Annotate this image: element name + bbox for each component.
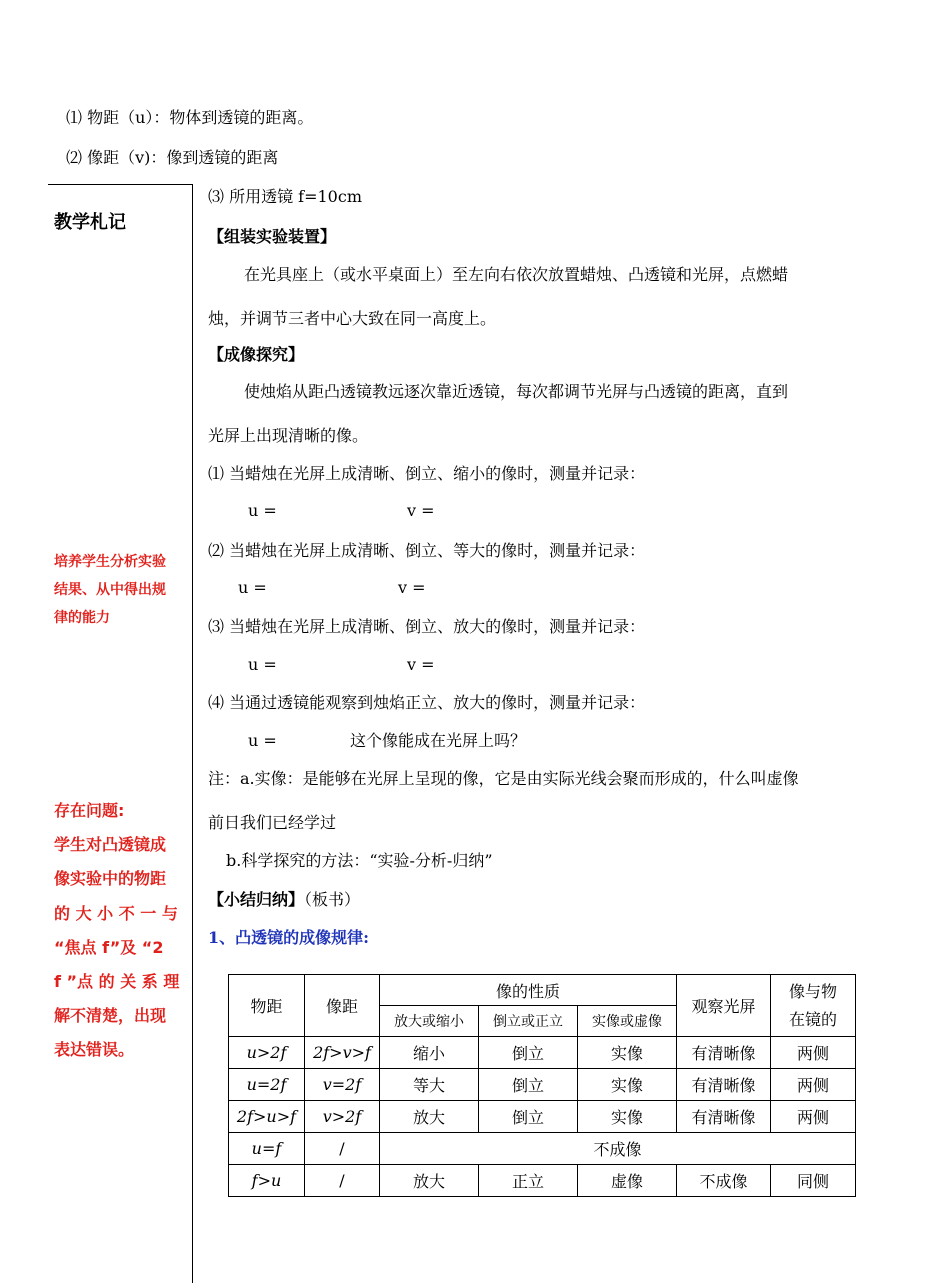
table-cell: 两侧 — [771, 1101, 856, 1133]
problem-note — [54, 794, 179, 1068]
table-cell: 两侧 — [771, 1037, 856, 1069]
summary-label: 【小结归纳】 — [208, 890, 305, 909]
table-cell: 正立 — [479, 1165, 578, 1197]
table-cell: 不成像 — [677, 1165, 771, 1197]
header-side-line: 在镜的 — [788, 1009, 837, 1029]
table-cell: u=f — [229, 1133, 305, 1165]
table-cell: 实像 — [578, 1037, 677, 1069]
heading-assemble: 【组装实验装置】 — [208, 227, 337, 246]
header-real-virtual: 实像或虚像 — [578, 1006, 677, 1037]
question-1: ⑴ 当蜡烛在光屏上成清晰、倒立、缩小的像时，测量并记录： — [208, 464, 646, 483]
header-screen: 观察光屏 — [677, 975, 771, 1037]
table-cell: v=2f — [305, 1069, 380, 1101]
table-cell: u=2f — [229, 1069, 305, 1101]
problem-note-line: “焦点 f”及 “2 — [54, 937, 164, 957]
definition-image-distance: ⑵ 像距（v)：像到透镜的距离 — [66, 148, 279, 167]
table-cell: 实像 — [578, 1101, 677, 1133]
problem-note-line: 的 大 小 不 一 与 — [54, 903, 178, 923]
question-3: ⑶ 当蜡烛在光屏上成清晰、倒立、放大的像时，测量并记录： — [208, 617, 646, 636]
problem-note-line: 表达错误。 — [54, 1040, 135, 1060]
v-record-2: v = — [398, 578, 426, 597]
u-record-4: u = — [248, 731, 277, 750]
problem-note-line: 像实验中的物距 — [54, 869, 167, 889]
question-4-ask: 这个像能成在光屏上吗？ — [350, 731, 527, 750]
header-image-nature-label: 像的性质 — [495, 981, 560, 1001]
lens-focal-length: ⑶ 所用透镜 f=10cm — [208, 187, 362, 206]
teaching-goal-line: 律的能力 — [54, 610, 110, 626]
explore-paragraph-line: 光屏上出现清晰的像。 — [208, 426, 369, 445]
v-record-1: v = — [407, 501, 435, 520]
table-cell: 等大 — [380, 1069, 479, 1101]
question-2: ⑵ 当蜡烛在光屏上成清晰、倒立、等大的像时，测量并记录： — [208, 541, 646, 560]
table-cell: / — [305, 1165, 380, 1197]
teaching-goal-note — [54, 548, 166, 632]
table-cell: u>2f — [229, 1037, 305, 1069]
table-row — [229, 1037, 856, 1069]
table-cell: 倒立 — [479, 1069, 578, 1101]
table-cell: 两侧 — [771, 1069, 856, 1101]
table-cell: 2f>u>f — [229, 1101, 305, 1133]
table-cell: 有清晰像 — [677, 1101, 771, 1133]
table-cell: 虚像 — [578, 1165, 677, 1197]
v-record-3: v = — [407, 655, 435, 674]
header-side — [771, 975, 856, 1037]
header-side-line: 像与物 — [788, 981, 837, 1001]
explore-paragraph-line: 使烛焰从距凸透镜教远逐次靠近透镜，每次都调节光屏与凸透镜的距离，直到 — [244, 382, 789, 401]
table-cell: 倒立 — [479, 1101, 578, 1133]
heading-explore: 【成像探究】 — [208, 345, 305, 364]
notes-title: 教学札记 — [54, 212, 126, 233]
u-record-1: u = — [248, 501, 277, 520]
table-row — [229, 1101, 856, 1133]
table-cell: 同侧 — [771, 1165, 856, 1197]
note-line: b.科学探究的方法：“实验-分析-归纳” — [226, 851, 493, 870]
problem-note-line: 解不清楚，出现 — [54, 1006, 167, 1026]
notes-column-divider — [192, 184, 193, 1283]
u-record-3: u = — [248, 655, 277, 674]
table-cell: v>2f — [305, 1101, 380, 1133]
table-row — [229, 1069, 856, 1101]
rule-title: 1、凸透镜的成像规律: — [208, 928, 370, 947]
table-cell: 放大 — [380, 1101, 479, 1133]
table-cell: 缩小 — [380, 1037, 479, 1069]
header-object-distance: 物距 — [229, 975, 305, 1037]
teaching-goal-line: 结果、从中得出规 — [54, 582, 166, 598]
teaching-goal-line: 培养学生分析实验 — [54, 554, 166, 570]
assemble-paragraph-line: 烛，并调节三者中心大致在同一高度上。 — [208, 309, 497, 328]
table-cell: 放大 — [380, 1165, 479, 1197]
note-line: 前日我们已经学过 — [208, 813, 337, 832]
problem-note-line: f ”点 的 关 系 理 — [54, 972, 180, 992]
table-cell: 有清晰像 — [677, 1069, 771, 1101]
table-row — [229, 1133, 856, 1165]
table-cell: f>u — [229, 1165, 305, 1197]
table-cell: 实像 — [578, 1069, 677, 1101]
table-cell: 2f>v>f — [305, 1037, 380, 1069]
table-row — [229, 1165, 856, 1197]
u-record-2: u = — [238, 578, 267, 597]
definition-object-distance: ⑴ 物距（u）：物体到透镜的距离。 — [66, 108, 314, 127]
assemble-paragraph-line: 在光具座上（或水平桌面上）至左向右依次放置蜡烛、凸透镜和光屏，点燃蜡 — [244, 265, 789, 284]
question-4: ⑷ 当通过透镜能观察到烛焰正立、放大的像时，测量并记录： — [208, 693, 646, 712]
imaging-rules-table — [228, 974, 856, 1197]
problem-note-line: 存在问题: — [54, 801, 125, 820]
header-orientation: 倒立或正立 — [479, 1006, 578, 1037]
header-image-distance: 像距 — [305, 975, 380, 1037]
notes-column-top-border — [48, 184, 192, 185]
summary-tag: （板书） — [304, 890, 361, 909]
heading-summary — [208, 890, 360, 910]
table-cell: 有清晰像 — [677, 1037, 771, 1069]
header-image-nature — [380, 975, 677, 1006]
problem-note-line: 学生对凸透镜成 — [54, 835, 167, 855]
table-cell: 不成像 — [380, 1133, 856, 1165]
header-size: 放大或缩小 — [380, 1006, 479, 1037]
note-line: 注：a.实像：是能够在光屏上呈现的像，它是由实际光线会聚而形成的，什么叫虚像 — [208, 769, 799, 788]
table-cell: / — [305, 1133, 380, 1165]
table-cell: 倒立 — [479, 1037, 578, 1069]
